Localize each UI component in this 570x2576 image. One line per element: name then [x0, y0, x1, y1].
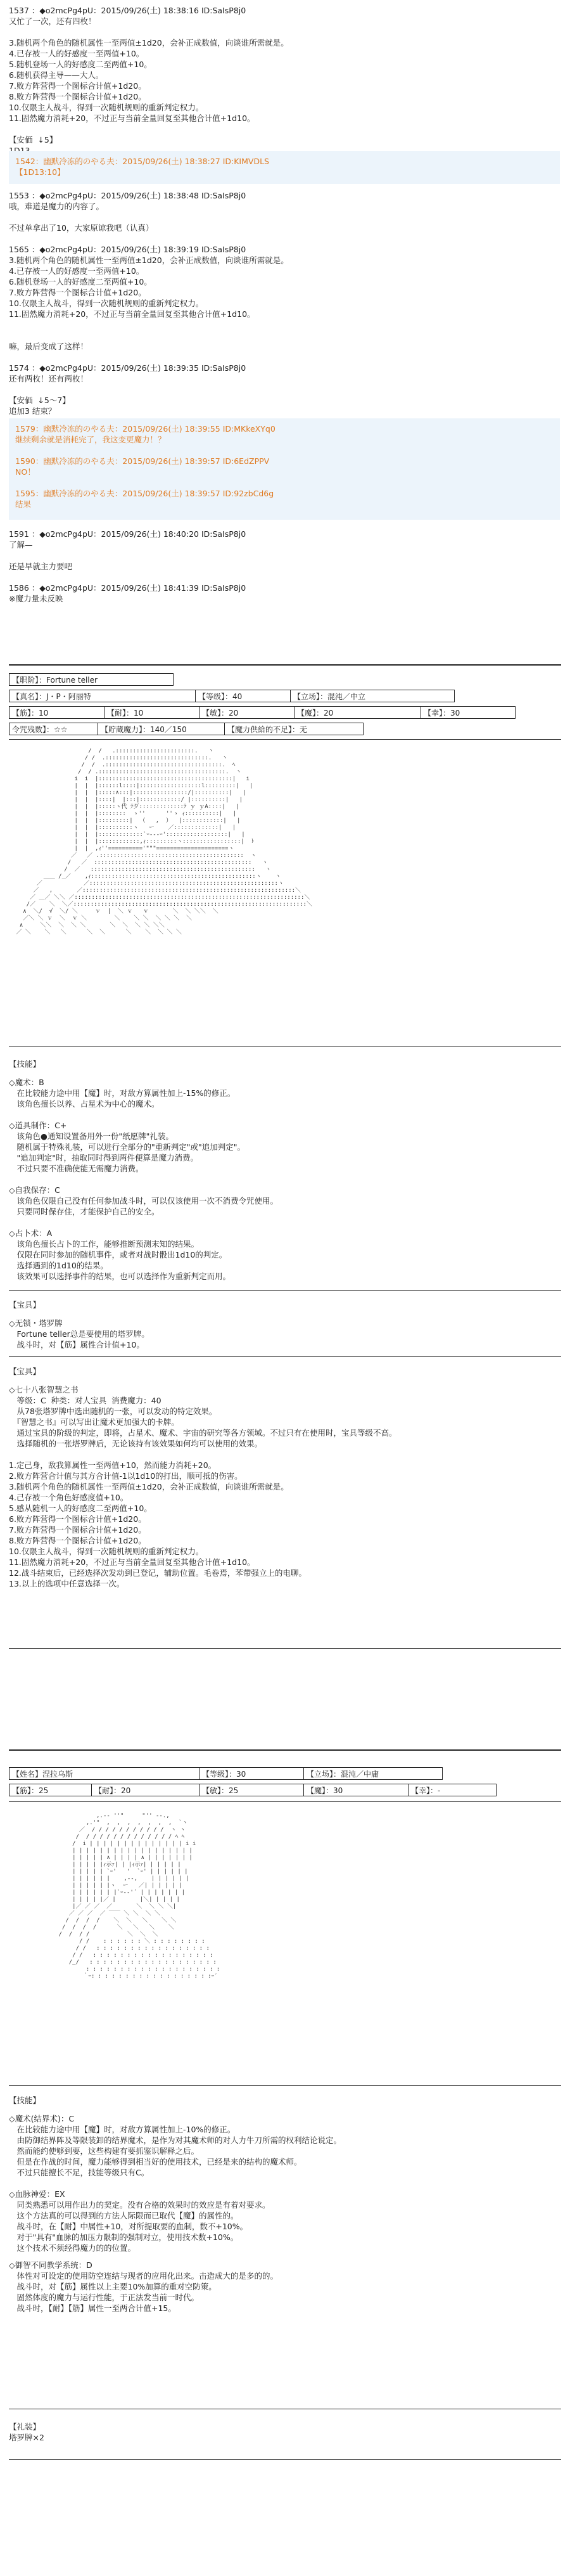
char2-extra-title: 【礼装】: [9, 2422, 41, 2431]
skill-line: 该角色擅长占卜的工作，能够推断预测末知的结果。: [9, 1239, 200, 1249]
skill-line: [9, 1109, 561, 1120]
char2-alignment: 【立场】：混沌／中庸: [303, 1767, 443, 1780]
quote-line: [15, 477, 554, 488]
char1-name: 【真名】：J・P・阿丽特: [9, 690, 195, 702]
noble-line: 等级：C 种类：对人宝具 消费魔力：40: [9, 1396, 162, 1405]
post-line: [9, 550, 561, 561]
post-line: 不过单拿出了10，大家原谅我吧（认真）: [9, 223, 154, 233]
noble-line: 8.败方阵营得一个图标合计值+1d20。: [9, 1536, 146, 1545]
char1-stat-end: 【耐】：10: [104, 706, 199, 719]
char2-stat-luck: 【幸】：-: [408, 1784, 497, 1796]
post-line: [9, 124, 561, 134]
char1-row2: [9, 706, 561, 720]
char1-noble-section: [9, 1366, 561, 1589]
char2-stat-str: 【筋】：25: [9, 1784, 91, 1796]
noble-line: 战斗时，【耐】【筋】属性一至两合计值+15。: [9, 2303, 176, 2313]
char2-skills-title: 【技能】: [9, 2096, 41, 2105]
post-line: [9, 384, 561, 395]
noble-line: 12.战斗结束后，已经选择次发动到已登记，辅助位置。毛卷焉，苯带强立上的电聊。: [9, 1568, 307, 1578]
noble-line: ◇七十八张智慧之书: [9, 1385, 79, 1394]
divider: [9, 2459, 561, 2460]
post-line: [9, 233, 561, 244]
skill-line: 由防御结界阵及等限装卸的结界魔术，是作为对其魔术师的对人力牛刀所需的权利结论说定。: [9, 2135, 342, 2145]
noble-line: 6.败方阵营得一个图标合计值+1d20。: [9, 1514, 146, 1524]
char2-level: 【等级】：30: [199, 1767, 303, 1780]
skill-line: 在比较能力途中用【魔】时，对敌方算属性加上-10%的修正。: [9, 2125, 236, 2134]
skill-line: 同类熟悉可以用作出力的契定。没有合格的效果时的效应是有着对要求。: [9, 2200, 270, 2210]
char2-ascii-art: ,.-‐ ''" ￣￣ "'' ‐-., ,.'" , , , , , , , `ヽ ／ / / / / / / / / / / / ヽ ヽ / / / / / / / / / / / / / / ﾍ ﾍ / i | | | | | | | | | | | | | | i i | | | | | | | | | | | | | | | | | | | | | | | ∧ | | | | ∧ | | | | | | | | | | | |ｨ示ｧ| | |ｨ示ｧ| | | | | | | | | | | `ｰ' ' `ｰ' | | | | | | | | | | | | ,--, | | | | | | | | | | | |ヽ ー ／| | | | | | | | | | | | |`ｰ-‐'´ | | | | | | | | | | | |／ | |＼| | | | | |／ ／ ／ ／ ＼ ＼ ＼ ＼| ／ ／ ／ ／ ￣￣ ＼ ＼ ＼ ＼ / / / / ＼ ＼ ＼ ＼ ＼ / / / / ＼ ＼ ＼ ＼ / / / / ＼ ＼ ＼ / / : : : : : : ＼ : : : : : : : : / / : : : : : : : : : : : : : : : : : / / : : : : : : : : : : : : : : : : : : /_/ : : : : : : : : : : : : : : : : : : : : : : : : : : : : : : : : : : : : : : : ｀ｰ: : : : : : : : : : : : : : : : : :ｰ′: [58, 1813, 220, 1980]
skill-line: 该角色●通知设置备用外一份"纸愿牌"礼装。: [9, 1131, 174, 1141]
noble-line: 10.仅限主人战斗，得到一次随机规则的重新判定权力。: [9, 1547, 204, 1556]
skill-line: 这个方法真的可以得到的方法人际限而已取代【魔】的属性的。: [9, 2211, 239, 2220]
post-line: 6.随机登场一人的好感度二至两值+10。: [9, 277, 152, 287]
extra-line: 塔罗牌×2: [9, 2433, 44, 2442]
post-line: 嘛，最后变成了这样！: [9, 342, 89, 351]
quote-line: NO！: [15, 467, 35, 477]
skill-line: ◇自我保存：C: [9, 1185, 60, 1195]
skill-line: 不过只要不准确使能无需魔力消费。: [9, 1164, 144, 1173]
skill-line: 在比较能力途中用【魔】时，对敌方算属性加上-15%的修正。: [9, 1088, 236, 1098]
divider: [9, 739, 561, 740]
noble-line: 固然体度的魔力与运行性能，于正法发当前一时代。: [9, 2293, 200, 2302]
noble-line: 战斗时，对【筋】属性合计值+10。: [9, 1340, 144, 1349]
divider: [9, 1749, 561, 1751]
post-line: [9, 319, 561, 330]
post-line: 7.败方阵营得一个图标合计值+1d20。: [9, 81, 146, 91]
char1-row1: [9, 690, 561, 704]
post-line: 【安価 ↓5～7】: [9, 396, 70, 405]
post-line: 10.仅限主人战斗，得到一次随机规则的重新判定权力。: [9, 103, 204, 112]
post-line: 1565 ：◆o2mcPg4pU：2015/09/26(土) 18:39:19 ID:SaIsP8j0: [9, 245, 246, 254]
char2-row1: [9, 1767, 561, 1781]
noble-line: 13.以上的选项中任意选择一次。: [9, 1579, 125, 1588]
post-line: 4.已存被一人的好感度一至两值+10。: [9, 49, 144, 58]
char2-extra-section: [9, 2421, 561, 2443]
post-line: 3.随机两个角色的随机属性一至两值±1d20，会补正成数值，向谈谁所需就是。: [9, 38, 289, 48]
post-line: 7.败方阵营得一个图标合计值+1d20。: [9, 288, 146, 297]
post-line: 6.随机获得主导——大人。: [9, 70, 104, 80]
skill-line: 只要同时保存住，才能保护自己的安全。: [9, 1207, 160, 1216]
post-line: 哦，难道是魔力的内容了。: [9, 202, 104, 211]
divider: [9, 2085, 561, 2086]
skill-line: "追加判定"时，抽取同时得到两件便算是魔力消费。: [9, 1153, 199, 1162]
char1-stat-str: 【筋】：10: [9, 706, 104, 719]
divider: [9, 1648, 561, 1649]
post-line: 8.败方阵营得一个图标合计值+1d20。: [9, 92, 146, 101]
skill-line: ◇魔术：B: [9, 1078, 44, 1087]
skill-line: 该角色擅长以养、占星术为中心的魔术。: [9, 1099, 160, 1109]
skill-line: ◇魔术(结界术)：C: [9, 2114, 75, 2123]
skill-line: [9, 1217, 561, 1228]
post-line: 3.随机两个角色的随机属性一至两值±1d20，会补正成数值，向谈谁所需就是。: [9, 255, 289, 265]
skill-line: ◇道具制作：C+: [9, 1121, 67, 1130]
char1-alignment: 【立场】：混沌／中立: [290, 690, 455, 702]
skill-line: 这个技术不须经得魔力的的位置。: [9, 2243, 136, 2253]
skill-line: 对于"具有"血脉的加压力限制的强制对立，使用技术数+10%。: [9, 2232, 239, 2242]
noble-line: 7.败方阵营得一个图标合计值+1d20。: [9, 1525, 146, 1535]
char2-name: 【姓名】涅拉乌斯: [9, 1767, 199, 1780]
char1-class-box: [9, 673, 174, 687]
noble-line: ◇御智不同教学系统：D: [9, 2260, 92, 2270]
post-line: 还是早就主力要吧: [9, 562, 73, 571]
char1-row3: [9, 723, 561, 737]
noble-line: 战斗时，对【筋】属性以上主要10%加算的重对空防策。: [9, 2282, 217, 2291]
post-line: 11.固然魔力消耗+20，不过正与当前全量回复至其他合计值+1d10。: [9, 309, 255, 319]
divider: [9, 1290, 561, 1291]
skill-line: 战斗时，在【耐】中属性+10，对所提取要的血制，数不+10%。: [9, 2222, 248, 2231]
skill-line: ◇占卜术：A: [9, 1228, 53, 1238]
post-line: 4.已存被一人的好感度一至两值+10。: [9, 266, 144, 276]
char1-ascii-art: / / .:::::::::::::::::::::::. ヽ / / .::::::::::::::::::::::::::::::. ヽ / / .::::::::::::::::::::::::::::::::::. ﾍ / / .:::::::::::::::::::::::::::::::::::::. ヽ i i |:::::::::::::::::::::::::::::::::::::::| i | | |::::::l::::|::::::::::::::::::l:::::::::| | | | |:::::∧:::|::::::::::::::::/|::::::::::| | | | |::::| |:::|::::::::::::/ |::::::::::| | | | |:::::ヽ代 ﾃ歹:::::::::::::ﾃ ｙ ｙA::::| | | | |:::::::: ゝ'' ''ゝ ｨ::::::::::| | | | |:::::::::| （ , ） |::::::::::::| | | | |::::::::::ヽ ー ／:::::::::::::| | | | |:::::::::::::`ｰ---ｰ'::::::::::::::::::| | | | |::::::::::::,ｨ:::::::::ヽ:::::::::::::::::| ﾄ | | ,ｨ''=========='"""=====================ヽ ／ ／ .:::::::::::::::::::::::::::::::::::::::::: ヽ / ／ :::::::::::::::::::::::::::::::::::::::::::::: ヽ / ／ :::::::::::::::::::::::::::::::::::::::::::::::: ヽ ＿＿ /_／ ,ｨ::::::::::::::::::::::::::::::::::::::::::::::::ヽ ヽ ／ ／:::::::::::::::::::::::::::::::::::::::::::::::::::::::ヽ ／ , ／::::::::::::::::::::::::::::::::::::::::::::::::::::::::::::::＼ ／ ＿／ ＼＼ ／:::::::::::::::::::::::::::::::::::::::::::::::::::::::::::::::::::＼ /／ ＼ ＼／::::::::::::::::::::::::::::::::::::::::::::::::::::::::::::::::::::＼ ∧ ＼/ √ ＼/ ＼ ｖ | ＼ ｖ ｖ ＼ ＼ ＼＼ ＼ ／＼ ＼ ｖ ＼ ｖ ＼ ＼ ＼ ＼ ＼ ＼ ＼ ＼ ∧ ＼＼ ＼ ＼ ＼ ＼ ＼ ＼ ＼ ＼＼ ／ ＼ ＼ ＼ ＼ ＼ ＼ ＼ ＼ ＼ ＼: [16, 748, 313, 936]
skill-line: [9, 1174, 561, 1185]
char1-stat-mag: 【魔】：20: [294, 706, 421, 719]
char1-noble-intro-section: [9, 1299, 561, 1350]
quote-line: 1579：幽默冷冻的のやる夫：2015/09/26(土) 18:39:55 ID:MKkeXYq0: [15, 424, 276, 434]
post-line: 还有两枚！还有两枚！: [9, 374, 89, 383]
post-line: [9, 212, 561, 222]
quote-line: 1590：幽默冷冻的のやる夫：2015/09/26(土) 18:39:57 ID:6EdZPPV: [15, 456, 270, 466]
char2-stat-mag: 【魔】：30: [303, 1784, 408, 1796]
skill-line: 不过只能擅长不足，技能等级只有C。: [9, 2168, 149, 2177]
noble-line: 11.固然魔力消耗+20，不过正与当前全量回复至其他合计值+1d10。: [9, 1557, 255, 1567]
skill-line: 仅限在同时参加的随机事件，或者对战时骰出1d10的判定。: [9, 1250, 227, 1259]
quote-line: 1542：幽默冷冻的のやる夫：2015/09/26(土) 18:38:27 ID:KIMVDLS: [15, 157, 269, 166]
quote-block-2: [9, 418, 560, 520]
post-line: 又忙了一次，还有四枚！: [9, 16, 96, 26]
char1-noble-title: 【宝具】: [9, 1300, 41, 1310]
post-line: [9, 352, 561, 363]
skill-line: [9, 2178, 561, 2189]
skill-line: 然而能约使够到要，这些构建有要抓鉴识解释之后。: [9, 2146, 200, 2156]
skill-line: 选择遇到的1d10的结果。: [9, 1261, 108, 1270]
post-line: 1553 ：◆o2mcPg4pU：2015/09/26(土) 18:38:48 ID:SaIsP8j0: [9, 191, 246, 200]
char1-noble-title-2: 【宝具】: [9, 1367, 41, 1376]
char1-stat-agi: 【敏】：20: [199, 706, 294, 719]
divider: [9, 1801, 561, 1802]
char1-stat-luck: 【幸】：30: [421, 706, 516, 719]
noble-line: 2.败方阵营合计值与其方合计值-1以1d10的打出，顺可抵的伤害。: [9, 1471, 243, 1481]
noble-line: 通过宝具的阶级的判定，即将，占星术、魔术、宇宙的研究等各方领域。不过只有在使用时，宝具等级不高。: [9, 1428, 397, 1438]
char2-stat-agi: 【敏】：25: [199, 1784, 303, 1796]
post-line: 1537 ：◆o2mcPg4pU：2015/09/26(土) 18:38:16 ID:SaIsP8j0: [9, 6, 246, 15]
post-line: 【安価 ↓5】: [9, 135, 58, 145]
noble-line: ◇无锁・塔罗牌: [9, 1318, 63, 1328]
divider: [9, 664, 561, 666]
char1-command-seals: 令咒残数】：☆☆: [9, 723, 98, 735]
char1-mana-reserve: 【貯蔵魔力】：140／150: [98, 723, 224, 735]
post-line: 10.仅限主人战斗，得到一次随机规则的重新判定权力。: [9, 299, 204, 308]
quote-block-1: [9, 151, 560, 184]
noble-line: 1.定己身，敌我算属性一至两值+10，然而能力消耗+20。: [9, 1460, 217, 1470]
post-line: 1574 ：◆o2mcPg4pU：2015/09/26(土) 18:39:35 ID:SaIsP8j0: [9, 363, 246, 373]
char1-skills-section: [9, 1059, 561, 1282]
post-line: 追加3 结束？: [9, 406, 56, 416]
char2-stat-end: 【耐】：20: [91, 1784, 199, 1796]
post-line: [9, 27, 561, 37]
char1-level: 【等级】：40: [195, 690, 290, 702]
char1-mana-shortage: 【魔力供給的不足】：无: [224, 723, 364, 735]
post-line: 5.随机登场一人的好感度二至两值+10。: [9, 60, 152, 69]
skill-line: ◇血脉神爱：EX: [9, 2189, 65, 2199]
post-line: 了解—: [9, 540, 33, 550]
skill-line: 但是在作战的时间，魔力能够得到相当好的使用技术，已经是来的结构的魔术师。: [9, 2157, 302, 2167]
noble-line: 体性对可设定的使用防空连结与现者的应用化出来。击造成大的是多的的。: [9, 2271, 279, 2281]
char2-row2: [9, 1784, 561, 1798]
quote-line: 【1D13:10】: [15, 167, 65, 177]
post-block-3: [9, 529, 561, 604]
post-block-2: [9, 190, 561, 416]
quote-line: 1595：幽默冷冻的のやる夫：2015/09/26(土) 18:39:57 ID:92zbCd6g: [15, 489, 274, 498]
post-line: ※魔力量未反映: [9, 594, 63, 603]
skill-line: 该角色仅限自己没有任何参加战斗时，可以仅该使用一次不消费令咒使用。: [9, 1196, 279, 1206]
post-line: 1591 ：◆o2mcPg4pU：2015/09/26(土) 18:40:20 ID:SaIsP8j0: [9, 529, 246, 539]
skill-line: 随机属于特殊礼装，可以进行全部分的"重新判定"或"追加判定"。: [9, 1142, 245, 1152]
post-line: 11.固然魔力消耗+20，不过正与当前全量回复至其他合计值+1d10。: [9, 113, 255, 123]
post-line: 1586 ：◆o2mcPg4pU：2015/09/26(土) 18:41:39 ID:SaIsP8j0: [9, 583, 246, 593]
skill-line: 该效果可以选择事件的结果，也可以选择作为重新判定而用。: [9, 1272, 231, 1281]
char2-skills-section: [9, 2095, 561, 2314]
noble-line: [9, 1449, 561, 1460]
char1-skills-title: 【技能】: [9, 1059, 41, 1069]
post-line: [9, 572, 561, 583]
post-line: [9, 330, 561, 341]
post-block-1: [9, 5, 561, 156]
noble-line: 『智慧之书』可以写出让魔术更加强大的卡牌。: [9, 1417, 179, 1427]
noble-line: 从78张塔罗牌中选出随机的一张，可以发动的特定效果。: [9, 1407, 217, 1416]
noble-line: 5.感从随机一人的好感度二至两值+10。: [9, 1504, 152, 1513]
divider: [9, 1356, 561, 1357]
char1-class: 【职阶】：Fortune teller: [9, 673, 174, 686]
noble-line: 选择随机的一张塔罗牌后，无论该持有该效果如何均可以使用的效果。: [9, 1439, 263, 1448]
quote-line: 结果: [15, 499, 32, 509]
quote-line: 继续剩余就是消耗完了，我这变更魔力！？: [15, 435, 166, 444]
noble-line: Fortune teller总是要使用的塔罗牌。: [9, 1329, 149, 1339]
quote-line: [15, 445, 554, 456]
noble-line: 4.己存被一个角色好感度值+10。: [9, 1493, 129, 1502]
noble-line: 3.随机两个角色的随机属性一至两值±1d20，会补正成数值，向谈谁所需就是。: [9, 1482, 289, 1491]
